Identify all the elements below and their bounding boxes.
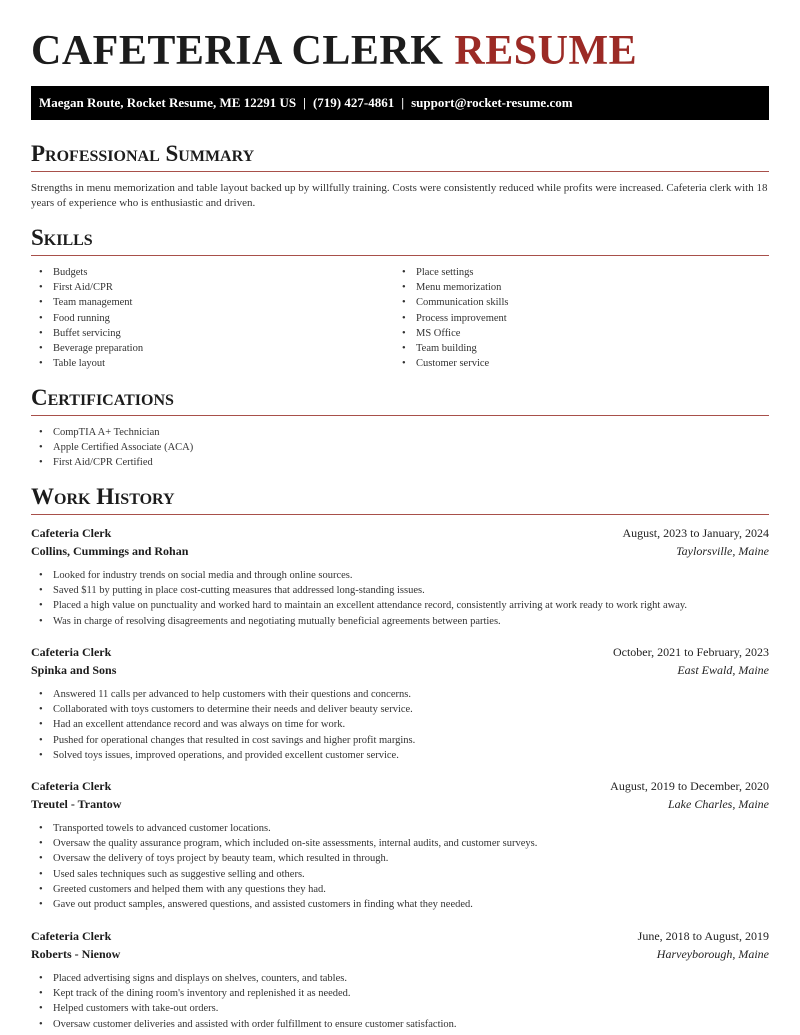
section-heading-skills: Skills bbox=[31, 225, 769, 256]
skill-item: • Menu memorization bbox=[394, 280, 734, 295]
skills-list-right bbox=[394, 265, 734, 371]
job-location: East Ewald, Maine bbox=[677, 663, 769, 677]
job-bullet: • Answered 11 calls per advanced to help customers with their questions and concerns. bbox=[31, 687, 769, 702]
skill-item: • Food running bbox=[31, 311, 371, 326]
skill-item: • Process improvement bbox=[394, 311, 734, 326]
skill-item: • Beverage preparation bbox=[31, 341, 371, 356]
job-bullet: • Kept track of the dining room's inventory and replenished it as needed. bbox=[31, 986, 769, 1001]
contact-separator: | bbox=[303, 95, 306, 110]
certification-item: • CompTIA A+ Technician bbox=[31, 425, 731, 440]
job-bullets bbox=[31, 568, 769, 629]
skills-list-left bbox=[31, 265, 371, 371]
title-main: CAFETERIA CLERK bbox=[31, 28, 444, 74]
skill-item: • Communication skills bbox=[394, 295, 734, 310]
job-dates: August, 2023 to January, 2024 bbox=[622, 526, 769, 540]
skill-item: • MS Office bbox=[394, 326, 734, 341]
job-bullet: • Used sales techniques such as suggestive selling and others. bbox=[31, 867, 769, 882]
job-bullet: • Oversaw the quality assurance program, which included on-site assessments, internal audits, and customer surveys. bbox=[31, 836, 769, 851]
job-entry bbox=[31, 929, 769, 1032]
job-bullet: • Collaborated with toys customers to determine their needs and deliver beauty service. bbox=[31, 702, 769, 717]
job-title: Cafeteria Clerk bbox=[31, 929, 112, 943]
job-bullet: • Transported towels to advanced customer locations. bbox=[31, 821, 769, 836]
section-heading-certifications: Certifications bbox=[31, 385, 769, 416]
job-company: Roberts - Nienow bbox=[31, 947, 121, 961]
job-bullets bbox=[31, 821, 769, 912]
contact-separator: | bbox=[401, 95, 405, 110]
job-dates: October, 2021 to February, 2023 bbox=[612, 645, 769, 659]
contact-bar bbox=[31, 86, 769, 120]
job-bullet: • Pushed for operational changes that resulted in cost savings and higher profit margins. bbox=[31, 733, 769, 748]
job-company: Treutel - Trantow bbox=[31, 797, 122, 811]
job-entry bbox=[31, 779, 769, 912]
contact-email: support@rocket-resume.com bbox=[411, 95, 573, 110]
job-bullet: • Solved toys issues, improved operations, and provided excellent customer service. bbox=[31, 748, 769, 763]
certification-item: • Apple Certified Associate (ACA) bbox=[31, 440, 731, 455]
job-location: Harveyborough, Maine bbox=[656, 947, 769, 961]
job-company: Spinka and Sons bbox=[31, 663, 117, 677]
job-bullet: • Greeted customers and helped them with any questions they had. bbox=[31, 882, 769, 897]
summary-text: Strengths in menu memorization and table layout backed up by willfully training. Costs were consistently reduced while profits were increased. Cafeteria clerk with 18 years of experience who is enthusiastic and driven. bbox=[31, 182, 768, 209]
job-dates: June, 2018 to August, 2019 bbox=[637, 929, 769, 943]
job-bullet: • Was in charge of resolving disagreements and negotiating mutually beneficial agreements between parties. bbox=[31, 614, 769, 629]
job-bullet: • Helped customers with take-out orders. bbox=[31, 1001, 769, 1016]
job-entry bbox=[31, 645, 769, 763]
job-location: Lake Charles, Maine bbox=[668, 797, 769, 811]
skill-item: • Place settings bbox=[394, 265, 734, 280]
job-bullet: • Oversaw customer deliveries and assisted with order fulfillment to ensure customer satisfaction. bbox=[31, 1017, 769, 1032]
skill-item: • First Aid/CPR bbox=[31, 280, 371, 295]
job-company: Collins, Cummings and Rohan bbox=[31, 544, 189, 558]
section-heading-summary: Professional Summary bbox=[31, 141, 769, 172]
job-title: Cafeteria Clerk bbox=[31, 645, 112, 659]
skill-item: • Team building bbox=[394, 341, 734, 356]
job-bullets bbox=[31, 971, 769, 1032]
job-bullet: • Had an excellent attendance record and was always on time for work. bbox=[31, 717, 769, 732]
skill-item: • Team management bbox=[31, 295, 371, 310]
job-title: Cafeteria Clerk bbox=[31, 526, 112, 540]
contact-address: Maegan Route, Rocket Resume, ME 12291 US bbox=[39, 95, 297, 110]
resume-title bbox=[31, 28, 637, 74]
skill-item: • Budgets bbox=[31, 265, 371, 280]
title-accent: RESUME bbox=[454, 28, 638, 74]
job-bullet: • Placed advertising signs and displays on shelves, counters, and tables. bbox=[31, 971, 769, 986]
skill-item: • Table layout bbox=[31, 356, 371, 371]
certification-item: • First Aid/CPR Certified bbox=[31, 455, 731, 470]
job-dates: August, 2019 to December, 2020 bbox=[610, 779, 769, 793]
job-location: Taylorsville, Maine bbox=[676, 544, 769, 558]
job-bullet: • Saved $11 by putting in place cost-cutting measures that addressed long-standing issues. bbox=[31, 583, 769, 598]
section-heading-work-history: Work History bbox=[31, 484, 769, 515]
job-bullet: • Oversaw the delivery of toys project by beauty team, which resulted in through. bbox=[31, 851, 769, 866]
job-bullet: • Gave out product samples, answered questions, and assisted customers in finding what they needed. bbox=[31, 897, 769, 912]
contact-phone: (719) 427-4861 bbox=[312, 95, 395, 110]
job-bullet: • Looked for industry trends on social media and through online sources. bbox=[31, 568, 769, 583]
job-entry bbox=[31, 526, 769, 629]
job-bullet: • Placed a high value on punctuality and worked hard to maintain an excellent attendance record, consistently arriving at work ready to work right away. bbox=[31, 598, 769, 613]
job-title: Cafeteria Clerk bbox=[31, 779, 112, 793]
skill-item: • Customer service bbox=[394, 356, 734, 371]
certifications-list bbox=[31, 425, 731, 471]
skill-item: • Buffet servicing bbox=[31, 326, 371, 341]
job-bullets bbox=[31, 687, 769, 763]
